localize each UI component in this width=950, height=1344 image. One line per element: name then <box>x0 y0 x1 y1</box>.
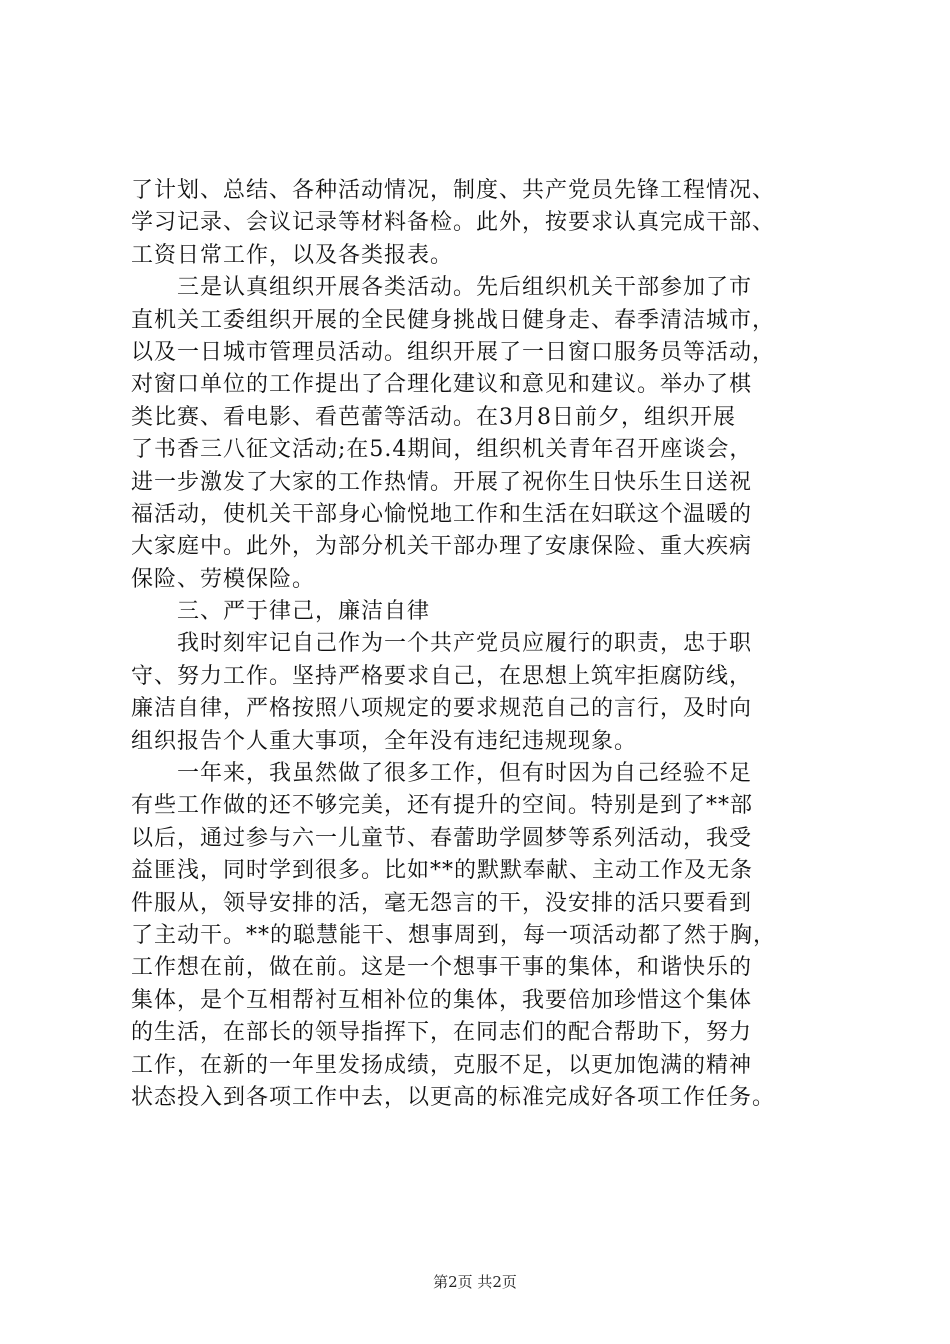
text-line: 我时刻牢记自己作为一个共产党员应履行的职责，忠于职 <box>131 631 753 657</box>
text-line: 进一步激发了大家的工作热情。开展了祝你生日快乐生日送祝 <box>131 469 753 495</box>
text-line: 福活动，使机关干部身心愉悦地工作和生活在妇联这个温暖的 <box>131 501 753 527</box>
text-line: 三是认真组织开展各类活动。先后组织机关干部参加了市 <box>131 275 753 301</box>
text-line: 守、努力工作。坚持严格要求自己，在思想上筑牢拒腐防线， <box>131 663 753 689</box>
page-footer <box>0 1271 950 1292</box>
text-line: 的生活，在部长的领导指挥下，在同志们的配合帮助下，努力 <box>131 1020 753 1046</box>
text-line: 了计划、总结、各种活动情况，制度、共产党员先锋工程情况、 <box>131 178 776 203</box>
text-line: 件服从，领导安排的活，毫无怨言的干，没安排的活只要看到 <box>131 890 753 916</box>
text-line: 组织报告个人重大事项，全年没有违纪违规现象。 <box>131 728 638 754</box>
text-line: 保险、劳模保险。 <box>131 566 316 592</box>
text-line: 集体，是个互相帮衬互相补位的集体，我要倍加珍惜这个集体 <box>131 987 753 1013</box>
text-line: 工作，在新的一年里发扬成绩，克服不足，以更加饱满的精神 <box>131 1052 753 1078</box>
text-line: 对窗口单位的工作提出了合理化建议和意见和建议。举办了棋 <box>131 372 753 398</box>
page-number-label: 第2页 共2页 <box>433 1273 517 1291</box>
section-heading: 三、严于律己，廉洁自律 <box>131 599 431 625</box>
text-line: 有些工作做的还不够完美，还有提升的空间。特别是到了**部 <box>131 793 754 819</box>
text-line: 类比赛、看电影、看芭蕾等活动。在3月8日前夕，组织开展 <box>131 404 736 430</box>
text-line: 直机关工委组织开展的全民健身挑战日健身走、春季清洁城市， <box>131 307 776 333</box>
text-line: 学习记录、会议记录等材料备检。此外，按要求认真完成干部、 <box>131 210 776 236</box>
text-line: 状态投入到各项工作中去，以更高的标准完成好各项工作任务。 <box>131 1084 776 1110</box>
text-line: 了主动干。**的聪慧能干、想事周到，每一项活动都了然于胸， <box>131 922 777 948</box>
document-body <box>131 175 831 1114</box>
text-line: 益匪浅，同时学到很多。比如**的默默奉献、主动工作及无条 <box>131 858 754 884</box>
text-line: 工资日常工作，以及各类报表。 <box>131 242 454 268</box>
text-line: 以后，通过参与六一儿童节、春蕾助学圆梦等系列活动，我受 <box>131 825 753 851</box>
text-line: 大家庭中。此外，为部分机关干部办理了安康保险、重大疾病 <box>131 534 753 560</box>
text-line: 了书香三八征文活动;在5.4期间，组织机关青年召开座谈会， <box>131 437 753 463</box>
text-line: 一年来，我虽然做了很多工作，但有时因为自己经验不足 <box>131 761 753 787</box>
text-line: 工作想在前，做在前。这是一个想事干事的集体，和谐快乐的 <box>131 955 753 981</box>
text-line: 以及一日城市管理员活动。组织开展了一日窗口服务员等活动， <box>131 339 776 365</box>
text-line: 廉洁自律，严格按照八项规定的要求规范自己的言行，及时向 <box>131 696 753 722</box>
